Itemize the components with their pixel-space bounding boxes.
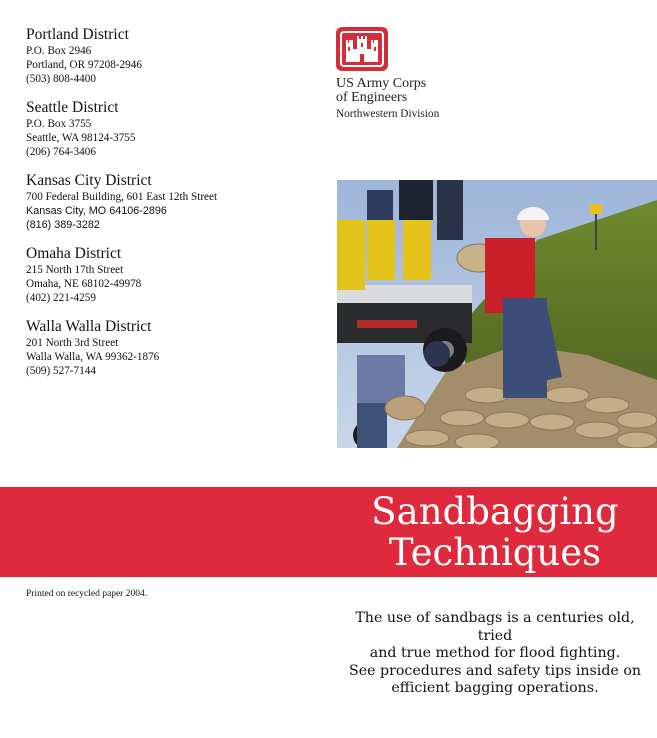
blurb-line: efficient bagging operations.: [391, 680, 599, 696]
district-phone: (816) 389-3282: [26, 219, 100, 231]
district-address: P.O. Box 2946: [26, 45, 92, 57]
district-address: 215 North 17th Street: [26, 264, 124, 276]
district-city: Walla Walla, WA 99362-1876: [26, 351, 160, 363]
district-address: 700 Federal Building, 601 East 12th Street: [26, 191, 218, 203]
district-phone: (509) 527-7144: [26, 365, 96, 377]
org-name-line2: of Engineers: [336, 90, 408, 105]
district-city: Portland, OR 97208-2946: [26, 59, 142, 71]
district-kansas-city: [26, 172, 316, 232]
org-logo-block: [336, 27, 556, 122]
org-division: Northwestern Division: [336, 108, 440, 120]
district-name: Walla Walla District: [26, 318, 152, 335]
intro-blurb: [340, 610, 650, 698]
blurb-line: See procedures and safety tips inside on: [348, 662, 642, 679]
district-name: Kansas City District: [26, 172, 152, 189]
printed-note: Printed on recycled paper 2004.: [26, 589, 148, 599]
title-line2: Techniques: [388, 531, 602, 574]
blurb-line: and true method for flood fighting.: [369, 645, 621, 661]
org-name-line1: US Army Corps: [336, 76, 427, 91]
district-portland: [26, 26, 316, 86]
district-address: 201 North 3rd Street: [26, 337, 119, 349]
district-phone: (503) 808-4400: [26, 73, 96, 85]
district-address: P.O. Box 3755: [26, 118, 92, 130]
district-seattle: [26, 99, 316, 159]
district-name: Portland District: [26, 26, 129, 43]
district-city: Omaha, NE 68102-49978: [26, 278, 142, 290]
district-walla-walla: [26, 318, 316, 378]
page-title: [340, 491, 650, 573]
district-phone: (206) 764-3406: [26, 146, 96, 158]
district-contacts: [26, 26, 316, 391]
district-name: Seattle District: [26, 99, 119, 116]
district-name: Omaha District: [26, 245, 122, 262]
district-omaha: [26, 245, 316, 305]
sandbagging-photo: [337, 180, 657, 448]
district-city: Seattle, WA 98124-3755: [26, 132, 136, 144]
district-city: Kansas City, MO 64106-2896: [26, 205, 167, 217]
castle-icon: [336, 27, 388, 71]
district-phone: (402) 221-4259: [26, 292, 96, 304]
title-line1: Sandbagging: [371, 490, 619, 533]
blurb-line: The use of sandbags is a centuries old, tried: [355, 610, 635, 644]
